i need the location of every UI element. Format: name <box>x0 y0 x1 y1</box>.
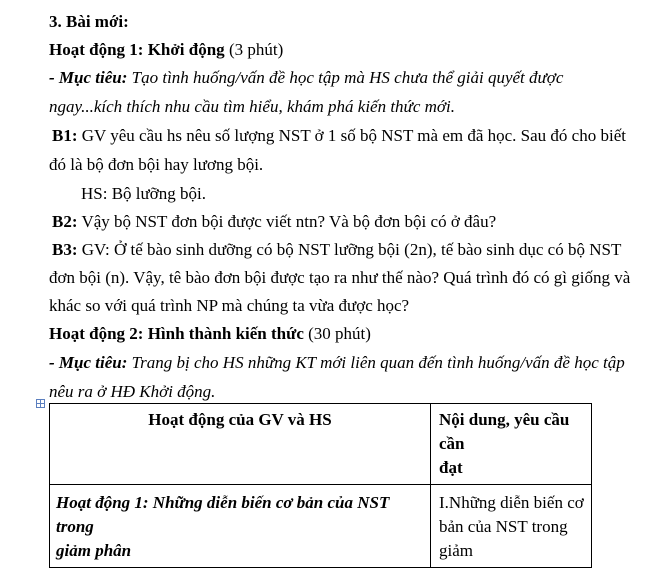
activity-1-goal-line-2: ngay...kích thích nhu cầu tìm hiểu, khám phá kiến thức mới. <box>49 97 455 116</box>
activity-1-goal-line-1 <box>49 68 563 88</box>
activity-table <box>49 403 592 568</box>
step-b3-line-1 <box>52 240 621 260</box>
activity-2-time: (30 phút) <box>303 324 371 343</box>
activity-2-goal-line-1 <box>49 353 625 373</box>
hs-answer: HS: Bộ lưỡng bội. <box>81 184 206 203</box>
activity-2-heading <box>49 324 371 344</box>
step-b1-text: GV yêu cầu hs nêu số lượng NST ở 1 số bộ NST mà em đã học. Sau đó cho biết <box>77 126 626 145</box>
step-b1-line-1 <box>52 126 626 146</box>
step-b3-line-3: khác so với quá trình NP mà chúng ta vừa được học? <box>49 296 410 315</box>
goal-label: - Mục tiêu: <box>49 353 128 372</box>
table-header-content <box>431 404 592 485</box>
goal-label: - Mục tiêu: <box>49 68 128 87</box>
step-b1-label: B1: <box>52 126 78 145</box>
table-header-content-line-2: đạt <box>439 458 463 477</box>
row-activity-title-line-1: Hoạt động 1: Những diễn biến cơ bản của NST trong <box>56 493 390 536</box>
activity-1-heading <box>49 40 283 60</box>
row-activity-title-line-2: giảm phân <box>56 541 132 560</box>
row-content-line-1: I.Những diễn biến cơ <box>439 493 584 512</box>
step-b2-text: Vậy bộ NST đơn bội được viết ntn? Và bộ đơn bội có ở đâu? <box>77 212 497 231</box>
activity-1-title: Hoạt động 1: Khởi động <box>49 40 225 59</box>
step-b2 <box>52 212 496 232</box>
step-b1-line-2: đó là bộ đơn bội hay lương bội. <box>49 155 264 174</box>
section-title: 3. Bài mới: <box>49 12 129 31</box>
table-cell-content <box>431 485 592 568</box>
step-b3-line-2: đơn bội (n). Vậy, tê bào đơn bội được tạo ra như thế nào? Quá trình đó có gì giống và <box>49 268 631 287</box>
activity-1-time: (3 phút) <box>224 40 284 59</box>
step-b3-label: B3: <box>52 240 78 259</box>
table-move-handle-icon[interactable] <box>36 399 45 408</box>
table-header-content-line-1: Nội dung, yêu cầu cần <box>439 410 570 453</box>
goal-text: Tạo tình huống/vấn đề học tập mà HS chưa thể giải quyết được <box>127 68 564 87</box>
table-cell-activity <box>50 485 431 568</box>
activity-2-title: Hoạt động 2: Hình thành kiến thức <box>49 324 304 343</box>
step-b2-label: B2: <box>52 212 78 231</box>
row-content-line-2: bản của NST trong giảm <box>439 517 568 560</box>
goal-text: Trang bị cho HS những KT mới liên quan đến tình huống/vấn đề học tập <box>127 353 625 372</box>
table-header-activities: Hoạt động của GV và HS <box>50 404 431 485</box>
table-header-row <box>50 404 592 485</box>
step-b3-text: GV: Ở tế bào sinh dưỡng có bộ NST lưỡng bội (2n), tế bào sinh dục có bộ NST <box>77 240 622 259</box>
table-row <box>50 485 592 568</box>
activity-2-goal-line-2: nêu ra ở HĐ Khởi động. <box>49 382 216 401</box>
